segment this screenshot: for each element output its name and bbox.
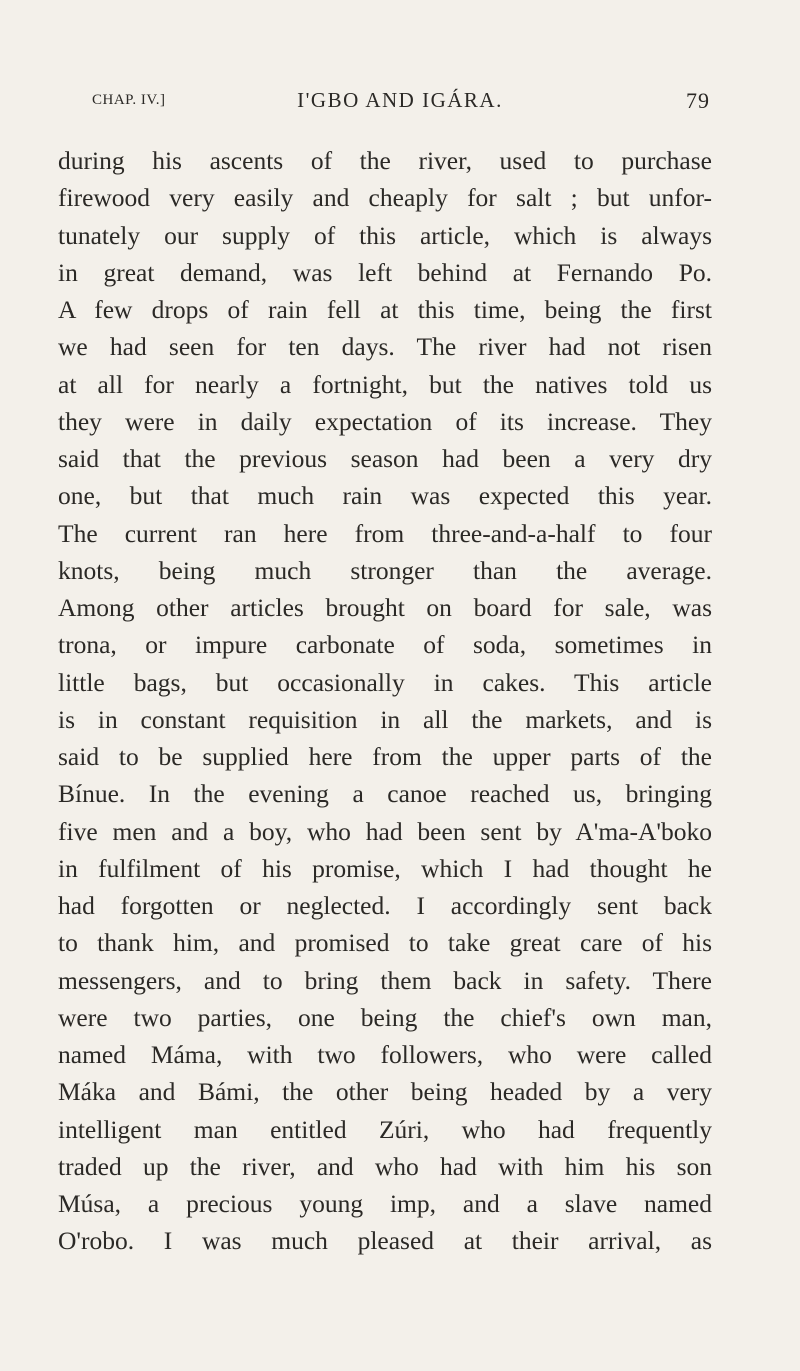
text-line: messengers, and to bring them back in safety. There bbox=[58, 965, 712, 995]
text-line: in fulfilment of his promise, which I had thought he bbox=[58, 853, 712, 883]
text-line: one, but that much rain was expected this year. bbox=[58, 481, 712, 511]
text-line: we had seen for ten days. The river had not risen bbox=[58, 332, 712, 362]
text-line: A few drops of rain fell at this time, being the first bbox=[58, 295, 712, 324]
text-line: five men and a boy, who had been sent by A'ma-A'boko bbox=[58, 816, 712, 846]
text-line: had forgotten or neglected. I accordingly sent back bbox=[58, 891, 712, 920]
text-line: is in constant requisition in all the markets, and is bbox=[58, 704, 712, 734]
text-line: O'robo. I was much pleased at their arrival, as bbox=[58, 1226, 712, 1256]
text-line: tunately our supply of this article, which is always bbox=[58, 220, 712, 250]
text-line: The current ran here from three-and-a-half to four bbox=[58, 518, 712, 548]
text-line: named Máma, with two followers, who were called bbox=[58, 1040, 712, 1069]
text-line: firewood very easily and cheaply for salt ; but unfor- bbox=[58, 183, 712, 213]
text-line: Músa, a precious young imp, and a slave named bbox=[58, 1189, 712, 1218]
text-line: little bags, but occasionally in cakes. This article bbox=[58, 667, 712, 697]
text-line: intelligent man entitled Zúri, who had frequently bbox=[58, 1114, 712, 1144]
running-header bbox=[90, 86, 710, 116]
text-line: were two parties, one being the chief's own man, bbox=[58, 1002, 712, 1032]
text-line: knots, being much stronger than the average. bbox=[58, 555, 712, 585]
text-line: to thank him, and promised to take great care of his bbox=[58, 928, 712, 958]
text-line: said to be supplied here from the upper parts of the bbox=[58, 742, 712, 771]
text-line: said that the previous season had been a very dry bbox=[58, 444, 712, 473]
text-line: Bínue. In the evening a canoe reached us, bringing bbox=[58, 779, 712, 809]
text-line: traded up the river, and who had with him his son bbox=[58, 1151, 712, 1181]
text-line: in great demand, was left behind at Fernando Po. bbox=[58, 257, 712, 287]
running-title: I'GBO AND IGÁRA. bbox=[297, 88, 503, 112]
page-number: 79 bbox=[686, 88, 710, 113]
chapter-label: CHAP. IV.] bbox=[92, 92, 166, 108]
text-line: trona, or impure carbonate of soda, sometimes in bbox=[58, 630, 712, 660]
text-line: they were in daily expectation of its increase. They bbox=[58, 406, 712, 436]
text-line: Máka and Bámi, the other being headed by a very bbox=[58, 1077, 712, 1107]
text-line: during his ascents of the river, used to purchase bbox=[58, 146, 712, 175]
text-line: Among other articles brought on board for sale, was bbox=[58, 593, 712, 622]
text-line: at all for nearly a fortnight, but the natives told us bbox=[58, 369, 712, 399]
body-text bbox=[58, 142, 712, 1260]
